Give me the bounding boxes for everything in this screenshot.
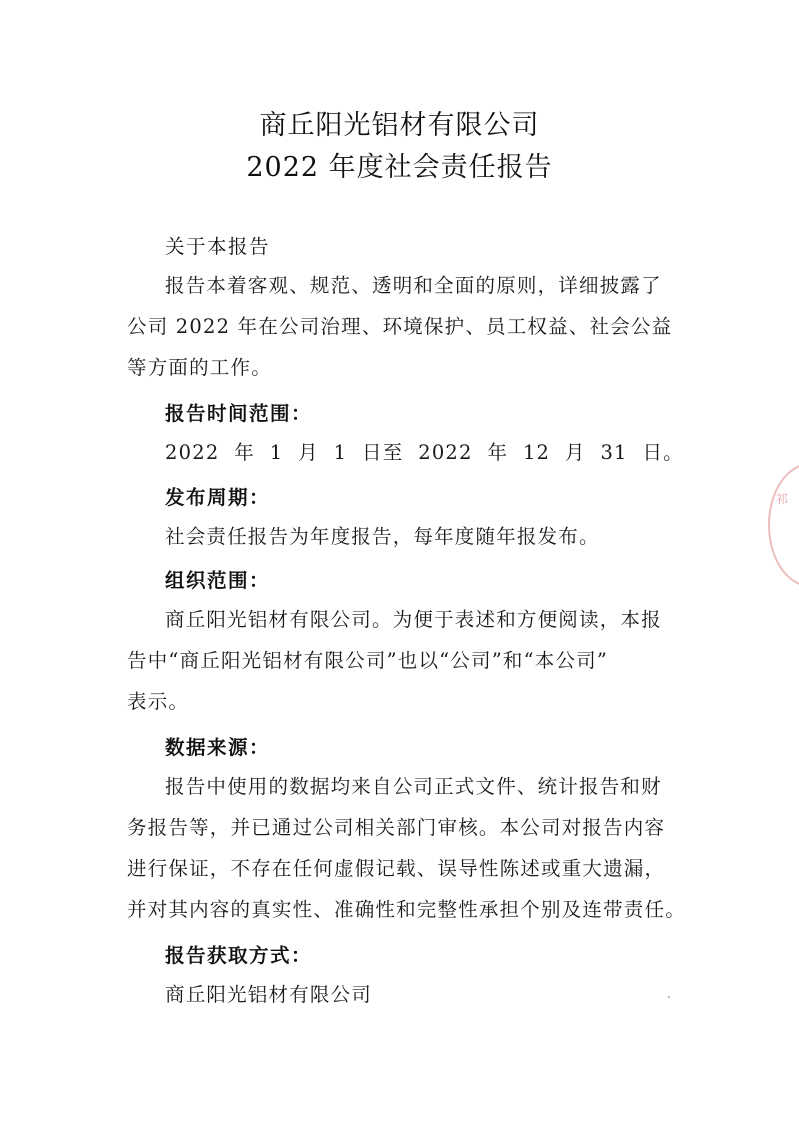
access-text: 商丘阳光铝材有限公司 <box>165 983 373 1006</box>
section-heading-source: 数据来源： <box>165 736 271 759</box>
scope-line-2: 告中“商丘阳光铝材有限公司”也以“公司”和“本公司” <box>127 649 609 672</box>
source-line-4: 并对其内容的真实性、准确性和完整性承担个别及连带责任。 <box>127 898 686 921</box>
section-heading-period: 报告时间范围： <box>165 402 313 425</box>
about-line-2: 公司 2022 年在公司治理、环境保护、员工权益、社会公益 <box>127 315 673 338</box>
cycle-text: 社会责任报告为年度报告，每年度随年报发布。 <box>165 525 600 548</box>
about-line-3: 等方面的工作。 <box>127 356 272 379</box>
document-title-line2: 2022 年度社会责任报告 <box>246 152 553 183</box>
section-heading-scope: 组织范围： <box>165 569 271 592</box>
section-heading-cycle: 发布周期： <box>165 486 271 509</box>
period-text: 2022 年 1 月 1 日至 2022 年 12 月 31 日。 <box>165 441 684 464</box>
section-heading-about: 关于本报告 <box>165 235 271 258</box>
section-heading-access: 报告获取方式： <box>165 944 313 967</box>
document-title-line1: 商丘阳光铝材有限公司 <box>259 110 540 141</box>
source-line-2: 务报告等，并已通过公司相关部门审核。本公司对报告内容 <box>127 816 666 839</box>
source-line-1: 报告中使用的数据均来自公司正式文件、统计报告和财 <box>165 775 662 798</box>
seal-text: 祁 <box>776 492 789 506</box>
about-line-1: 报告本着客观、规范、透明和全面的原则，详细披露了 <box>165 274 662 297</box>
source-line-3: 进行保证，不存在任何虚假记载、误导性陈述或重大遗漏， <box>127 857 666 880</box>
scope-line-3: 表示。 <box>127 690 190 713</box>
company-seal <box>768 463 799 587</box>
scan-speck <box>668 996 670 998</box>
scope-line-1: 商丘阳光铝材有限公司。为便于表述和方便阅读，本报 <box>165 608 662 631</box>
